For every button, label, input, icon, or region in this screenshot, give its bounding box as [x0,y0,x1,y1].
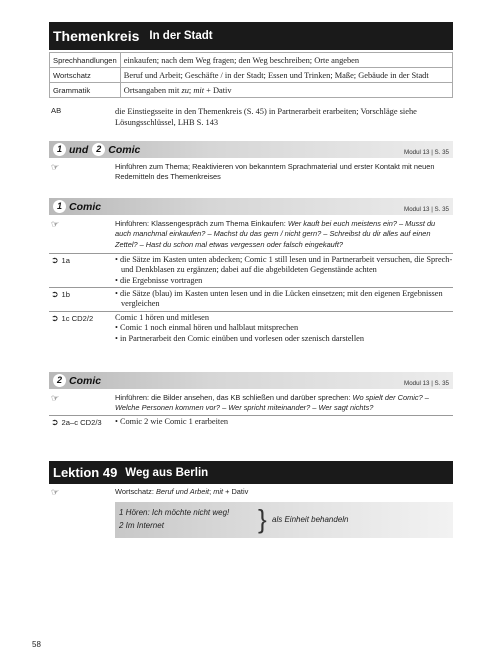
right-arrow-circle-icon: ➲ [51,417,59,427]
exercise-label: 1a [61,256,70,265]
ab-text: die Einstiegsseite in den Themenkreis (S. 45) in Partnerarbeit erarbeiten; Vorschläge siehe Lösungsschlüssel, LHB S. 143 [115,107,417,127]
hint-box [115,502,453,538]
section-intro: Hinführen: Klassengespräch zum Thema Einkaufen: Wer kauft bei euch meistens ein? – Musst du auch manchmal einkaufen? – Machst du das gern / nicht gern? – Schreibst du dir alles auf einen Zettel? – Hast du schon mal etwas vergessen oder falsch eingekauft? [115,219,436,249]
lektion-header [49,461,453,484]
pointing-hand-icon: ☞ [51,162,60,172]
pointing-hand-icon: ☞ [51,487,60,497]
list-item: • die Sätze im Kasten unten abdecken; Comic 1 still lesen und in Partnerarbeit versuchen, die Sprech- und Denkblasen zu ergänzen; dabei auf die abgebildeten Gegenstände achten [115,255,453,276]
list-item: • Comic 1 noch einmal hören und halblaut mitsprechen [115,323,453,333]
list-item: • die Sätze (blau) im Kasten unten lesen und in die Lücken einsetzen; mit den eigenen Ergebnissen vergleichen [115,289,453,310]
list-item [49,219,453,250]
section-bar-1-comic [49,198,453,215]
divider [49,415,453,416]
exercise-steps [115,289,453,310]
info-value: einkaufen; nach dem Weg fragen; den Weg beschreiben; Orte angeben [120,53,452,68]
modul-reference: Modul 13 | S. 35 [404,149,449,156]
lektion-wortschatz: Wortschatz: Beruf und Arbeit; mit + Dativ [115,487,249,496]
right-arrow-circle-icon: ➲ [51,255,59,265]
ab-row [49,106,453,128]
table-row [50,83,453,98]
section-number: 2 [92,143,105,156]
hint-line-1: 1 Hören: Ich möchte nicht weg! [119,508,230,517]
exercise-label: 1b [61,290,70,299]
list-item [49,393,453,414]
section-intro: Hinführen: die Bilder ansehen, das KB schließen und darüber sprechen: Wo spielt der Comic? – Welche Personen kommen vor? – Wer spricht miteinander? – Wer sagt nichts? [115,393,429,413]
section-number: 2 [53,374,66,387]
modul-reference: Modul 13 | S. 35 [404,206,449,213]
section-title: Comic [69,374,102,387]
header-label: Themenkreis [53,28,140,44]
divider [49,311,453,312]
section-number: 1 [53,200,66,213]
exercise-steps [115,313,453,344]
list-item [49,162,453,183]
list-item: • in Partnerarbeit den Comic einüben und vorlesen oder szenisch darstellen [115,334,453,344]
hint-note: als Einheit behandeln [272,515,349,524]
section-bar-2-comic [49,372,453,389]
lektion-label: Lektion 49 [53,465,118,480]
page-number: 58 [32,640,41,649]
right-arrow-circle-icon: ➲ [51,313,59,323]
section-title: Comic [69,200,102,213]
section-bar-1-2-comic [49,141,453,158]
header-title: In der Stadt [149,30,213,42]
list-item [49,417,453,428]
exercise-label: 1c CD2/2 [61,314,94,323]
divider [49,253,453,254]
table-row [50,68,453,83]
section-text: Hinführen zum Thema; Reaktivieren von bekanntem Sprachmaterial und erster Kontakt mit neuen Redemitteln des Themenkreises [115,162,435,182]
info-table [49,52,453,98]
brace-icon: } [258,504,267,534]
exercise-steps [115,255,453,286]
list-item [49,255,453,286]
list-item [49,487,453,498]
ab-label: AB [51,106,62,115]
list-item: • die Ergebnisse vortragen [115,276,453,286]
info-label: Grammatik [50,83,121,98]
info-value: Beruf und Arbeit; Geschäfte / in der Stadt; Essen und Trinken; Maße; Gebäude in der Stadt [120,68,452,83]
themenkreis-header [49,22,453,50]
list-item: • Comic 2 wie Comic 1 erarbeiten [115,417,453,427]
hint-line-2: 2 Im Internet [119,521,164,530]
pointing-hand-icon: ☞ [51,393,60,403]
section-number: 1 [53,143,66,156]
list-item [49,313,453,344]
right-arrow-circle-icon: ➲ [51,289,59,299]
pointing-hand-icon: ☞ [51,219,60,229]
exercise-label: 2a–c CD2/3 [61,418,102,427]
section-title: Comic [108,143,141,156]
lektion-title: Weg aus Berlin [125,466,209,479]
divider [49,287,453,288]
list-item [49,289,453,310]
section-und: und [69,143,89,156]
info-value: Ortsangaben mit zu; mit + Dativ [120,83,452,98]
exercise-steps [115,417,453,428]
info-label: Wortschatz [50,68,121,83]
modul-reference: Modul 13 | S. 35 [404,380,449,387]
table-row [50,53,453,68]
exercise-heading: Comic 1 hören und mitlesen [115,313,210,322]
info-label: Sprechhandlungen [50,53,121,68]
